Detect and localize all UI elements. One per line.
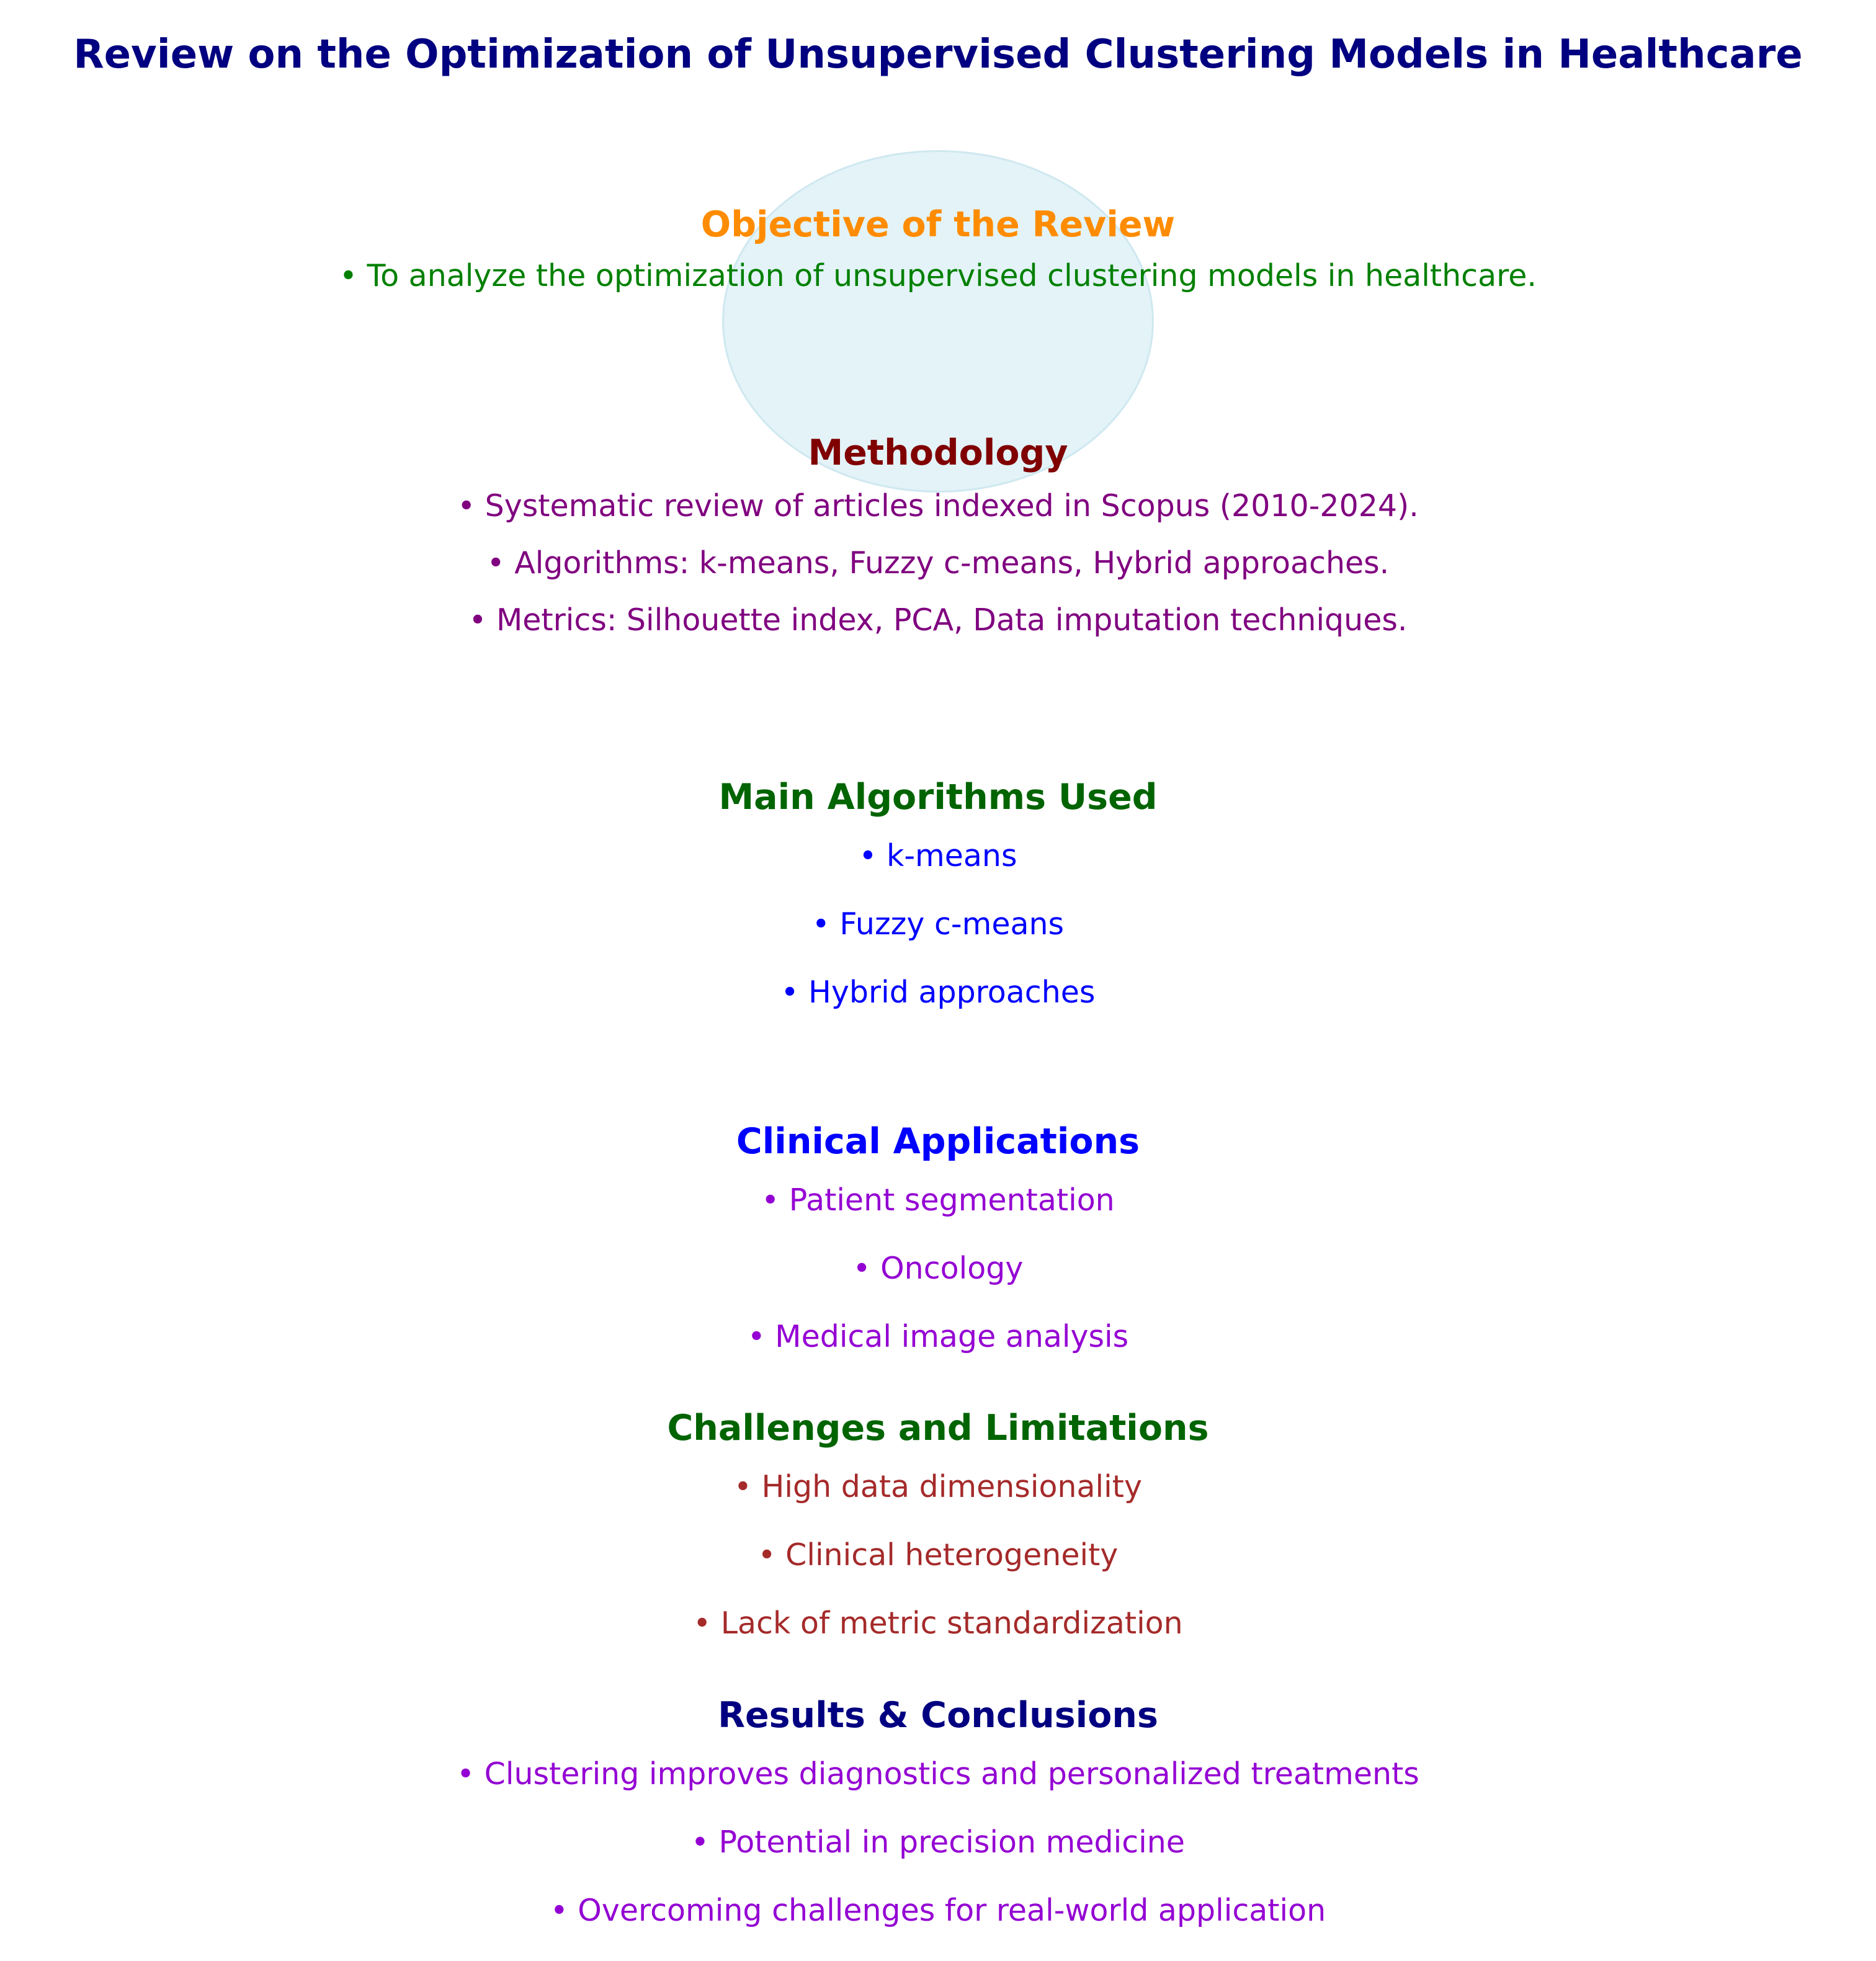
section-title-objective: Objective of the Review bbox=[700, 204, 1176, 245]
section-results bbox=[0, 1691, 1876, 1945]
list-item: • Overcoming challenges for real-world application bbox=[550, 1893, 1326, 1928]
section-title-methodology: Methodology bbox=[808, 432, 1068, 473]
section-objective bbox=[0, 200, 1876, 303]
list-item: • Algorithms: k-means, Fuzzy c-means, Hybrid approaches. bbox=[486, 545, 1390, 581]
list-item: • Medical image analysis bbox=[747, 1319, 1129, 1354]
list-item: • k-means bbox=[859, 838, 1017, 873]
list-item: • Clustering improves diagnostics and personalized treatments bbox=[457, 1756, 1419, 1792]
list-item: • Patient segmentation bbox=[761, 1182, 1115, 1218]
section-title-challenges: Challenges and Limitations bbox=[667, 1408, 1209, 1449]
section-algorithms bbox=[0, 772, 1876, 1027]
section-items-algorithms bbox=[0, 822, 1876, 1027]
section-items-methodology bbox=[0, 478, 1876, 649]
list-item: • Potential in precision medicine bbox=[691, 1825, 1185, 1860]
list-item: • Metrics: Silhouette index, PCA, Data imputation techniques. bbox=[468, 602, 1408, 638]
section-items-applications bbox=[0, 1166, 1876, 1371]
list-item: • Clinical heterogeneity bbox=[757, 1537, 1119, 1573]
section-methodology bbox=[0, 428, 1876, 649]
list-item: • Systematic review of articles indexed in Scopus (2010-2024). bbox=[457, 488, 1419, 524]
list-item: • High data dimensionality bbox=[734, 1469, 1142, 1504]
list-item: • Hybrid approaches bbox=[780, 975, 1096, 1010]
section-applications bbox=[0, 1117, 1876, 1371]
section-items-results bbox=[0, 1740, 1876, 1945]
section-items-objective bbox=[0, 249, 1876, 303]
list-item: • Fuzzy c-means bbox=[811, 906, 1065, 942]
list-item: • Lack of metric standardization bbox=[693, 1606, 1183, 1641]
section-title-algorithms: Main Algorithms Used bbox=[718, 777, 1158, 818]
section-items-challenges bbox=[0, 1453, 1876, 1658]
page-title: Review on the Optimization of Unsupervised Clustering Models in Healthcare bbox=[73, 32, 1803, 78]
list-item: • To analyze the optimization of unsupervised clustering models in healthcare. bbox=[339, 258, 1537, 293]
section-title-results: Results & Conclusions bbox=[718, 1695, 1158, 1736]
section-challenges bbox=[0, 1403, 1876, 1658]
list-item: • Oncology bbox=[852, 1251, 1024, 1286]
section-title-applications: Clinical Applications bbox=[736, 1121, 1140, 1162]
